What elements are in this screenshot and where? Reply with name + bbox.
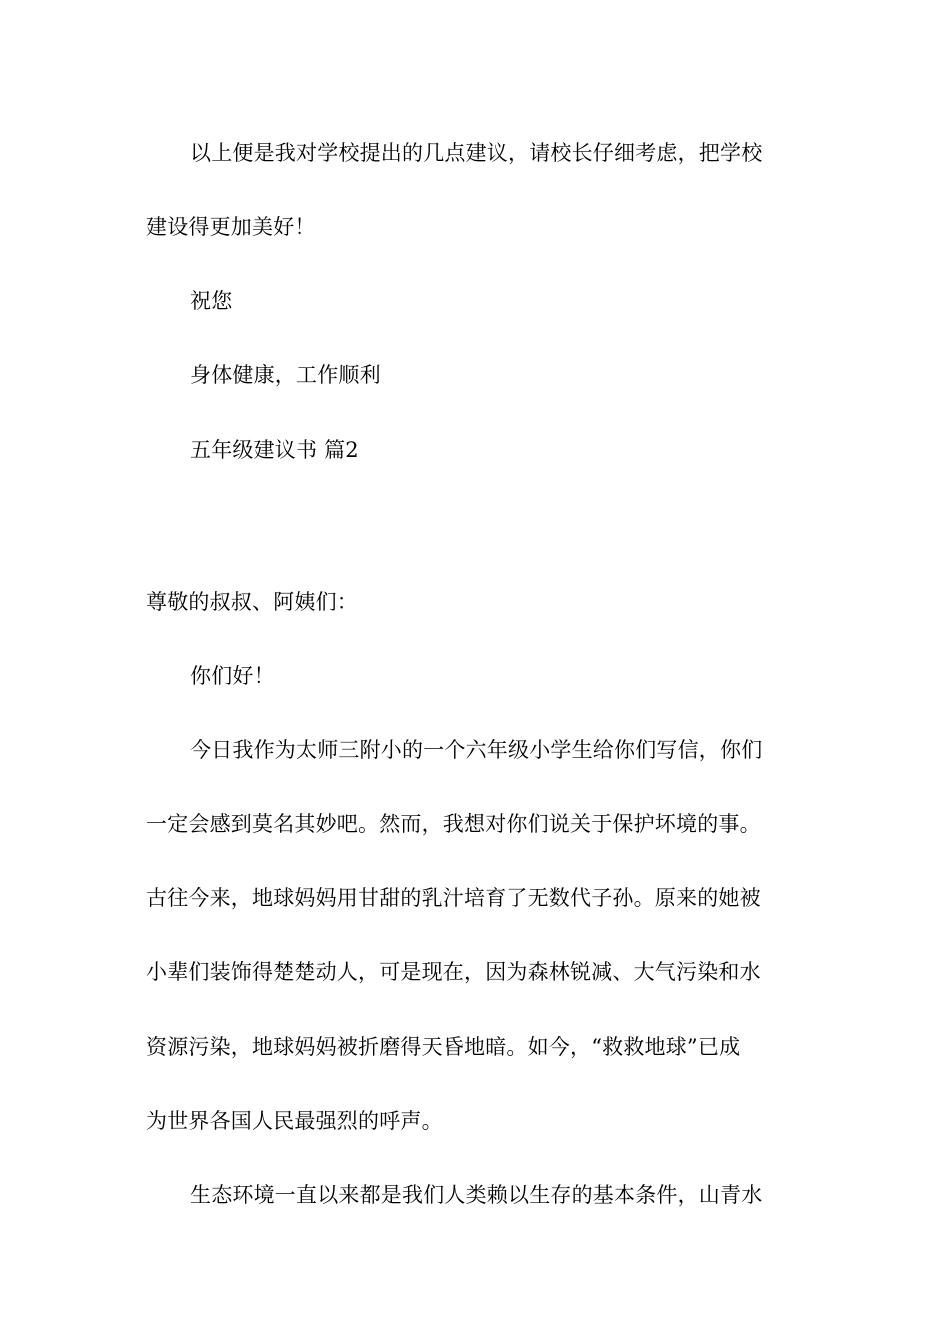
salutation-line: 祝您 [190,289,233,313]
section-heading: 五年级建议书 篇2 [190,438,359,462]
paragraph-line: 以上便是我对学校提出的几点建议，请校长仔细考虑，把学校 [190,141,763,165]
paragraph-line: 资源污染，地球妈妈被折磨得天昏地暗。如今，“救救地球”已成 [146,1035,741,1059]
paragraph-line: 一定会感到莫名其妙吧。然而，我想对你们说关于保护坏境的事。 [146,812,761,836]
salutation-line: 身体健康，工作顺利 [190,363,381,387]
paragraph-line: 小辈们装饰得楚楚动人，可是现在，因为森林锐减、大气污染和水 [146,960,761,984]
paragraph-line: 古往今来，地球妈妈用甘甜的乳汁培育了无数代子孙。原来的她被 [146,886,761,910]
greeting-line: 尊敬的叔叔、阿姨们： [146,590,358,614]
paragraph-line: 生态环境一直以来都是我们人类赖以生存的基本条件，山青水 [190,1183,763,1207]
paragraph-line: 今日我作为太师三附小的一个六年级小学生给你们写信，你们 [190,738,763,762]
paragraph-line: 建设得更加美好！ [146,215,316,239]
greeting-line: 你们好！ [190,664,275,688]
paragraph-line: 为世界各国人民最强烈的呼声。 [146,1109,443,1133]
